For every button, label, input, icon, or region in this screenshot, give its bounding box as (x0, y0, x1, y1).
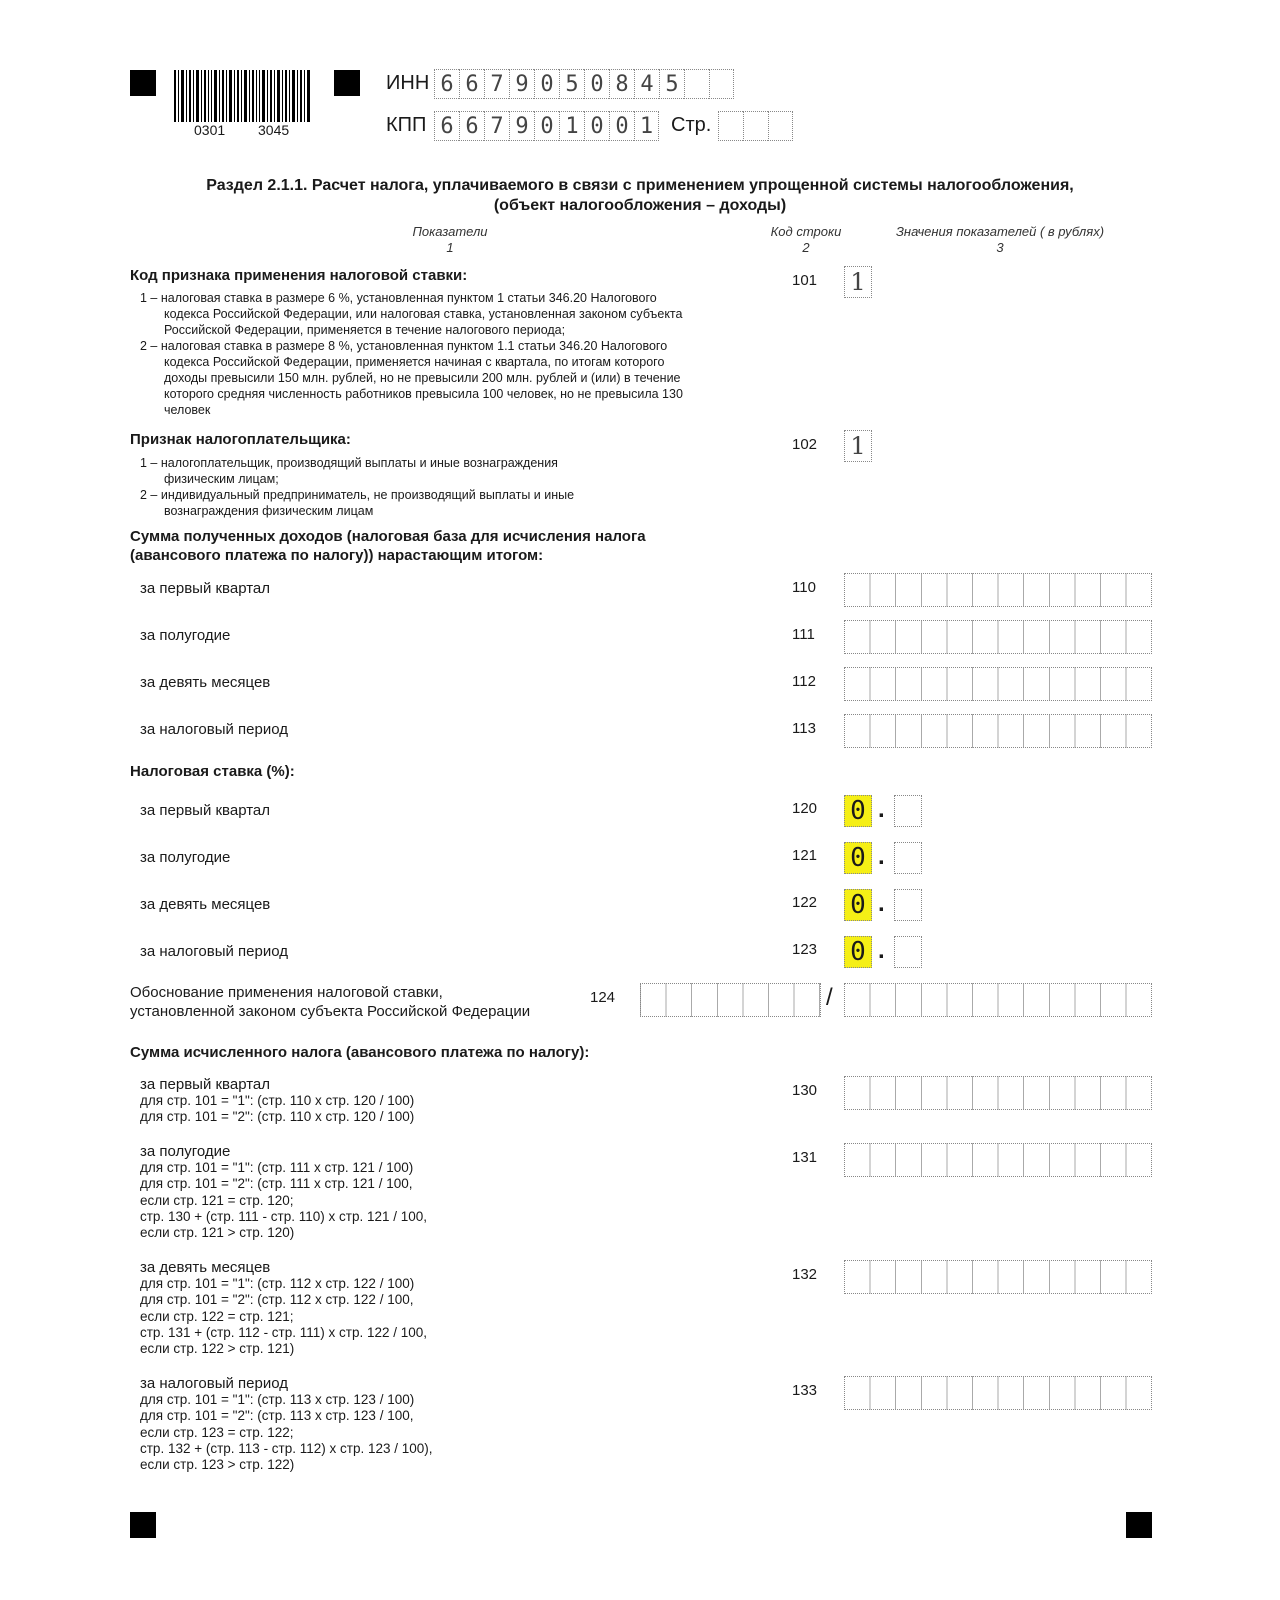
kpp-digit-cell[interactable]: 9 (509, 111, 534, 141)
barcode-number-left: 0301 (194, 122, 226, 138)
field-111[interactable] (844, 620, 1152, 654)
field-101[interactable]: 1 (844, 266, 872, 298)
income-heading: Сумма полученных доходов (налоговая база для исчисления налога (авансового платежа по налогу)) нарастающим итогом: (130, 528, 646, 564)
inn-digit-cell[interactable]: 9 (509, 69, 534, 99)
section-101-heading: Код признака применения налоговой ставки: (130, 267, 468, 284)
column-header-values: Значения показателей ( в рублях) 3 (895, 224, 1105, 255)
field-124-part2[interactable] (844, 983, 1152, 1017)
section-title-line2: (объект налогообложения – доходы) (493, 197, 787, 214)
field-121-fraction[interactable] (894, 842, 922, 874)
rate-row-label: за первый квартал (140, 802, 271, 819)
section-title (60, 176, 1220, 216)
code-111: 111 (792, 626, 815, 643)
decimal-dot: . (878, 890, 885, 917)
field-102[interactable]: 1 (844, 430, 872, 462)
rate-row-label: за девять месяцев (140, 896, 271, 913)
field-121-integer[interactable]: 0 (844, 842, 872, 874)
kpp-digit-cell[interactable]: 1 (634, 111, 659, 141)
kpp-digit-cell[interactable]: 7 (484, 111, 509, 141)
inn-digit-cell[interactable]: 0 (534, 69, 559, 99)
corner-marker-top-left (130, 70, 156, 96)
code-130: 130 (792, 1082, 818, 1099)
tax-row-132-description: за девять месяцев для стр. 101 = "1": (стр. 112 х стр. 122 / 100) для стр. 101 = "2": (стр. 112 х стр. 122 / 100, если стр. 122 = стр. 121; стр. 131 + (стр. 112 - стр. 111) х стр. 122 / 100, если стр. 122 > стр. 121) (140, 1259, 428, 1357)
section-title-line1: Раздел 2.1.1. Расчет налога, уплачиваемого в связи с применением упрощенной системы налогообложения, (206, 177, 1074, 194)
page-digit-cell[interactable] (743, 111, 768, 141)
barcode-number-right: 3045 (258, 122, 290, 138)
income-row-label: за налоговый период (140, 721, 289, 738)
kpp-digit-cell[interactable]: 0 (534, 111, 559, 141)
inn-label: ИНН (386, 72, 430, 94)
tax-heading: Сумма исчисленного налога (авансового платежа по налогу): (130, 1044, 590, 1061)
code-133: 133 (792, 1382, 818, 1399)
code-131: 131 (792, 1149, 818, 1166)
kpp-label: КПП (386, 114, 427, 136)
kpp-digit-cell[interactable]: 0 (584, 111, 609, 141)
field-120-integer[interactable]: 0 (844, 795, 872, 827)
code-123: 123 (792, 941, 818, 958)
field-123-fraction[interactable] (894, 936, 922, 968)
field-123-integer[interactable]: 0 (844, 936, 872, 968)
inn-digit-cell[interactable]: 5 (559, 69, 584, 99)
inn-digit-cell[interactable]: 7 (484, 69, 509, 99)
code-102: 102 (792, 436, 818, 453)
kpp-field[interactable] (434, 111, 659, 141)
code-113: 113 (792, 720, 816, 737)
field-133[interactable] (844, 1376, 1152, 1410)
rate-row-label: за полугодие (140, 849, 231, 866)
income-row-label: за первый квартал (140, 580, 271, 597)
page-digit-cell[interactable] (718, 111, 743, 141)
tax-row-133-description: за налоговый период для стр. 101 = "1": (стр. 113 х стр. 123 / 100) для стр. 101 = "2": (стр. 113 х стр. 123 / 100, если стр. 123 = стр. 122; стр. 132 + (стр. 113 - стр. 112) х стр. 123 / 100), если стр. 123 > стр. 122) (140, 1375, 433, 1473)
code-120: 120 (792, 800, 818, 817)
tax-row-130-description: за первый квартал для стр. 101 = "1": (стр. 110 х стр. 120 / 100) для стр. 101 = "2": (стр. 110 х стр. 120 / 100) (140, 1076, 415, 1125)
justification-label: Обоснование применения налоговой ставки, установленной законом субъекта Российской Федерации (130, 984, 531, 1020)
section-101-notes: 1 – налоговая ставка в размере 6 %, установленная пунктом 1 статьи 346.20 Налогового кодекса Российской Федерации, или налоговая ставка, установленная законом субъекта Российской Федерации, применяется в течение налогового периода; 2 – налоговая ставка в размере 8 %, установленная пунктом 1.1 статьи 346.20 Налогового кодекса Российской Федерации, применяется начиная с квартала, по итогам которого доходы превысили 150 млн. рублей, но не превысили 200 млн. рублей и (или) в течение которого средняя численность работников превысила 100 человек, но не превысила 130 человек (140, 291, 683, 417)
slash-separator: / (826, 984, 833, 1011)
kpp-digit-cell[interactable]: 6 (434, 111, 459, 141)
page-label: Стр. (671, 114, 712, 136)
income-row-label: за полугодие (140, 627, 231, 644)
code-124: 124 (590, 989, 616, 1006)
field-132[interactable] (844, 1260, 1152, 1294)
field-120-fraction[interactable] (894, 795, 922, 827)
rate-row-label: за налоговый период (140, 943, 289, 960)
corner-marker-bottom-right (1126, 1512, 1152, 1538)
page-digit-cell[interactable] (768, 111, 793, 141)
code-112: 112 (792, 673, 816, 690)
field-110[interactable] (844, 573, 1152, 607)
inn-digit-cell[interactable]: 8 (609, 69, 634, 99)
field-124-part1[interactable] (640, 983, 821, 1017)
column-header-code: Код строки 2 (770, 224, 842, 255)
inn-digit-cell[interactable] (709, 69, 734, 99)
code-101: 101 (792, 272, 818, 289)
code-132: 132 (792, 1266, 818, 1283)
field-131[interactable] (844, 1143, 1152, 1177)
decimal-dot: . (878, 843, 885, 870)
code-121: 121 (792, 847, 818, 864)
rate-heading: Налоговая ставка (%): (130, 763, 295, 780)
inn-digit-cell[interactable]: 4 (634, 69, 659, 99)
inn-digit-cell[interactable]: 6 (434, 69, 459, 99)
section-102-heading: Признак налогоплательщика: (130, 431, 351, 448)
kpp-digit-cell[interactable]: 0 (609, 111, 634, 141)
page-number-field[interactable] (718, 111, 793, 141)
inn-field[interactable] (434, 69, 734, 99)
corner-marker-bottom-left (130, 1512, 156, 1538)
field-113[interactable] (844, 714, 1152, 748)
decimal-dot: . (878, 796, 885, 823)
inn-digit-cell[interactable] (684, 69, 709, 99)
inn-digit-cell[interactable]: 5 (659, 69, 684, 99)
field-130[interactable] (844, 1076, 1152, 1110)
code-122: 122 (792, 894, 818, 911)
field-122-fraction[interactable] (894, 889, 922, 921)
income-row-label: за девять месяцев (140, 674, 271, 691)
corner-marker-top-right (334, 70, 360, 96)
decimal-dot: . (878, 937, 885, 964)
inn-digit-cell[interactable]: 6 (459, 69, 484, 99)
field-112[interactable] (844, 667, 1152, 701)
inn-digit-cell[interactable]: 0 (584, 69, 609, 99)
code-110: 110 (792, 579, 816, 596)
kpp-digit-cell[interactable]: 1 (559, 111, 584, 141)
field-122-integer[interactable]: 0 (844, 889, 872, 921)
kpp-digit-cell[interactable]: 6 (459, 111, 484, 141)
section-102-notes: 1 – налогоплательщик, производящий выплаты и иные вознаграждения физическим лицам; 2 – индивидуальный предприниматель, не производящий выплаты и иные вознаграждения физическим лицам (140, 456, 575, 518)
column-header-indicators: Показатели 1 (412, 224, 488, 255)
tax-row-131-description: за полугодие для стр. 101 = "1": (стр. 111 х стр. 121 / 100) для стр. 101 = "2": (стр. 111 х стр. 121 / 100, если стр. 121 = стр. 120; стр. 130 + (стр. 111 - стр. 110) х стр. 121 / 100, если стр. 121 > стр. 120) (140, 1143, 428, 1241)
barcode (174, 70, 312, 122)
